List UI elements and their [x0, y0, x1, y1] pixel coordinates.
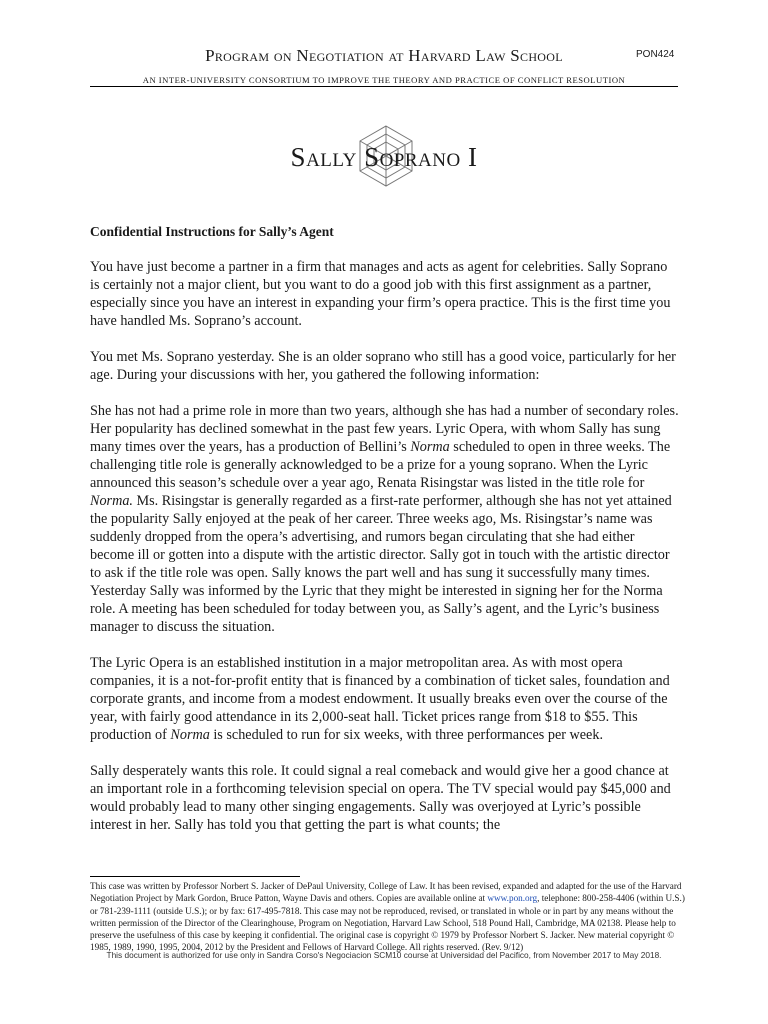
- paragraph-4: [90, 654, 680, 744]
- paragraph-3: [90, 402, 680, 636]
- paragraph-3-part-a: She has not had a prime role in more than two years, although she has had a number of secondary roles. Her popularity has declined somewhat in the past few years. Lyric Opera, with whom Sally has sung many times over the years, has a production of Bellini’s: [90, 403, 679, 455]
- program-header-subtitle: AN INTER-UNIVERSITY CONSORTIUM TO IMPROVE THE THEORY AND PRACTICE OF CONFLICT RESOLUTION: [142, 75, 626, 85]
- norma-title-3: Norma: [170, 727, 210, 743]
- paragraph-5: Sally desperately wants this role. It could signal a real comeback and would give her a good chance at an important role in a forthcoming television special on opera. The TV special would pay $45,000 and would probably lead to many other singing engagements. Sally was overjoyed at Lyric’s possible interest in her. Sally has told you that getting the part is what counts; the: [90, 763, 671, 833]
- footnote-text-b: , telephone: 800-258-4406 (within U.S.) or 781-239-1111 (outside U.S.); or by fax: 617-495-7818. This case may not be reproduced, revised, or translated in whole or in part by any means without the written permission of the Director of the Clearinghouse, Program on Negotiation, Harvard Law School, 518 Pound Hall, Cambridge, MA 02138. Please help to preserve the usefulness of this case by keeping it confidential. The original case is copyright © 1979 by Professor Norbert S. Jacker. New material copyright © 1985, 1989, 1990, 1995, 2004, 2012 by the President and Fellows of Harvard College. All rights reserved. (Rev. 9/12): [90, 893, 685, 953]
- paragraph-3-part-c: Ms. Risingstar is generally regarded as a first-rate performer, although she has not yet attained the popularity Sally enjoyed at the peak of her career. Three weeks ago, Ms. Risingstar’s name was suddenly dropped from the opera’s advertising, and rumors began circulating that she had either become ill or gotten into a dispute with the artistic director. Sally got in touch with the artistic director to ask if the title role was open. Sally knows the part well and has sung it successfully many times. Yesterday Sally was informed by the Lyric that they might be interested in signing her for the Norma role. A meeting has been scheduled for today between you, as Sally’s agent, and the Lyric’s business manager to discuss the situation.: [90, 493, 672, 635]
- paragraph-3-part-b: scheduled to open in three weeks. The challenging title role is generally acknowledged to be a prize for a young soprano. When the Lyric announced this season’s schedule over a year ago, Renata Risingstar was listed in the title role for: [90, 439, 671, 491]
- paragraph-4-part-a: The Lyric Opera is an established institution in a major metropolitan area. As with most opera companies, it is a not-for-profit entity that is financed by a combination of ticket sales, foundation and corporate grants, and income from a modest endowment. It usually breaks even over the course of the year, with fairly good attendance in its 2,000-seat hall. Ticket prices range from $18 to $55. This production of: [90, 655, 670, 743]
- document-body: [90, 258, 680, 833]
- norma-title-1: Norma: [410, 439, 450, 455]
- paragraph-2: You met Ms. Soprano yesterday. She is an older soprano who still has a good voice, particularly for her age. During your discussions with her, you gathered the following information:: [90, 349, 676, 383]
- authorization-notice: This document is authorized for use only in Sandra Corso's Negociacion SCM10 course at Universidad del Pacifico, from November 2017 to May 2018.: [106, 950, 662, 960]
- section-heading: Confidential Instructions for Sally’s Agent: [90, 224, 334, 239]
- norma-title-2: Norma.: [90, 493, 133, 509]
- program-header-title: Program on Negotiation at Harvard Law School: [205, 46, 563, 65]
- copyright-footnote: [90, 880, 690, 954]
- header-divider: [90, 86, 678, 87]
- case-title: Sally Soprano I: [290, 142, 478, 172]
- footnote-text-a: This case was written by Professor Norbert S. Jacker of DePaul University, College of Law. It has been revised, expanded and adapted for the use of the Harvard Negotiation Project by Mark Gordon, Bruce Patton, Wayne Davis and others. Copies are available online at: [90, 881, 682, 904]
- footnote-divider: [90, 876, 300, 877]
- paragraph-4-part-b: is scheduled to run for six weeks, with three performances per week.: [209, 727, 603, 743]
- paragraph-1: You have just become a partner in a firm that manages and acts as agent for celebrities. Sally Soprano is certainly not a major client, but you want to do a good job with this first assignment as a partner, especially since you have an interest in expanding your firm’s opera practice. This is the first time you have handled Ms. Soprano’s account.: [90, 259, 671, 329]
- case-code: PON424: [636, 49, 675, 60]
- pon-website-link[interactable]: www.pon.org: [487, 893, 538, 904]
